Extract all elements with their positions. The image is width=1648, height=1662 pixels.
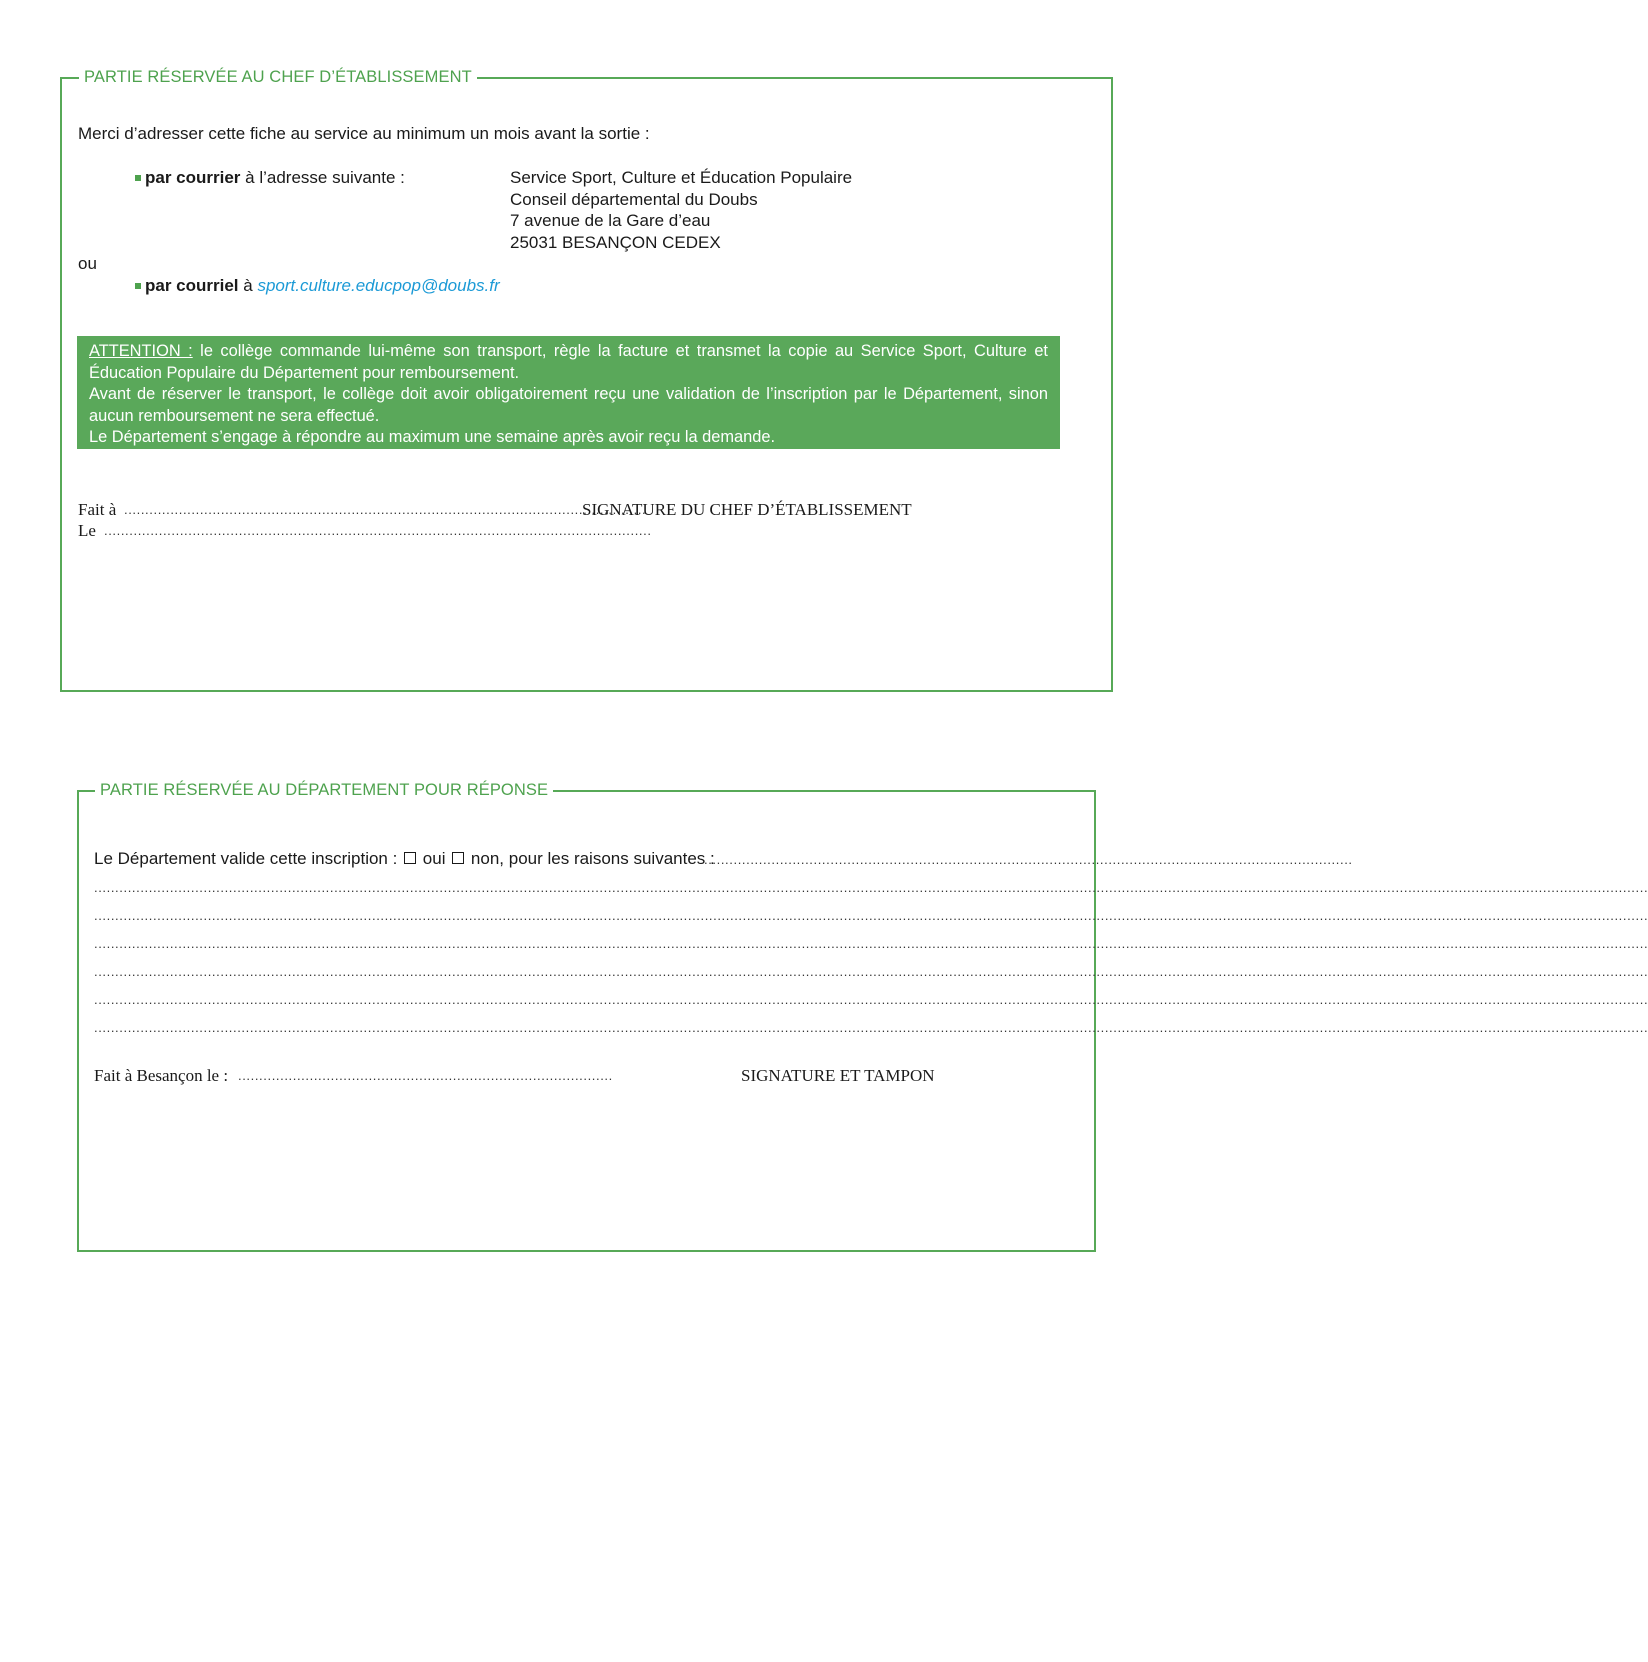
fait-a-field[interactable]: ............................................................................................................................ [124, 502, 647, 517]
bullet-icon [135, 283, 141, 289]
attention-line-3: Avant de réserver le transport, le collège doit avoir obligatoirement reçu une validation de l’inscription par le Département, sinon [89, 385, 1048, 404]
mail-option [135, 275, 500, 297]
post-option [135, 167, 405, 189]
reasons-field-line-4[interactable]: ................................................................................................................................................................................................................................................................................................................................................................................. [94, 936, 1648, 951]
post-option-bold: par courrier [145, 168, 241, 187]
validation-prefix: Le Département valide cette inscription : [94, 849, 403, 868]
address-line: 7 avenue de la Gare d’eau [510, 211, 711, 230]
reasons-field-line-6[interactable]: ................................................................................................................................................................................................................................................................................................................................................................................. [94, 992, 1648, 1007]
mail-option-bold: par courriel [145, 276, 239, 295]
attention-line-1: ATTENTION : le collège commande lui-même son transport, règle la facture et transmet la copie au Service Sport, Culture et [89, 342, 1048, 360]
address-line: 25031 BESANÇON CEDEX [510, 232, 721, 252]
intro-text: Merci d’adresser cette fiche au service au minimum un mois avant la sortie : [78, 124, 650, 143]
le-label: Le [78, 521, 96, 540]
signature-chef-label: SIGNATURE DU CHEF D’ÉTABLISSEMENT [582, 500, 912, 519]
no-label: non, pour les raisons suivantes : [466, 849, 715, 868]
postal-address [510, 167, 852, 253]
reasons-field-line-3[interactable]: ................................................................................................................................................................................................................................................................................................................................................................................. [94, 908, 1648, 923]
reasons-field-line-7[interactable]: ................................................................................................................................................................................................................................................................................................................................................................................. [94, 1020, 1648, 1035]
fait-besancon-label: Fait à Besançon le : [94, 1066, 229, 1085]
yes-label: oui [418, 849, 451, 868]
le-field[interactable]: .................................................................................................................................. [104, 523, 652, 538]
reasons-field-line-5[interactable]: ................................................................................................................................................................................................................................................................................................................................................................................. [94, 964, 1648, 979]
section-legend: PARTIE RÉSERVÉE AU CHEF D’ÉTABLISSEMENT [79, 67, 477, 87]
bullet-icon [135, 175, 141, 181]
yes-checkbox[interactable] [404, 852, 416, 864]
attention-line-2: Éducation Populaire du Département pour remboursement. [89, 363, 520, 382]
reasons-field-line-2[interactable]: ................................................................................................................................................................................................................................................................................................................................................................................. [94, 880, 1648, 895]
address-line: Service Sport, Culture et Éducation Populaire [510, 168, 853, 187]
attention-line-5: Le Département s’engage à répondre au maximum une semaine après avoir reçu la demande. [89, 428, 776, 447]
fait-a-label: Fait à [78, 500, 117, 519]
attention-label: ATTENTION : [89, 342, 193, 360]
mail-option-text: à [238, 276, 258, 295]
address-line: Conseil départemental du Doubs [510, 189, 758, 209]
or-text: ou [78, 254, 97, 273]
section-legend: PARTIE RÉSERVÉE AU DÉPARTEMENT POUR RÉPONSE [95, 780, 553, 800]
reasons-field-line-1[interactable]: .......................................................................................................................................................... [704, 852, 1353, 867]
validation-line [94, 848, 715, 870]
fait-besancon-field[interactable]: ......................................................................................... [238, 1068, 613, 1083]
email-link[interactable]: sport.culture.educpop@doubs.fr [257, 276, 500, 295]
attention-notice [77, 336, 1060, 449]
no-checkbox[interactable] [452, 852, 464, 864]
post-option-text: à l’adresse suivante : [240, 168, 405, 187]
attention-line-4: aucun remboursement ne sera effectué. [89, 406, 380, 425]
signature-tampon-label: SIGNATURE ET TAMPON [741, 1066, 935, 1085]
